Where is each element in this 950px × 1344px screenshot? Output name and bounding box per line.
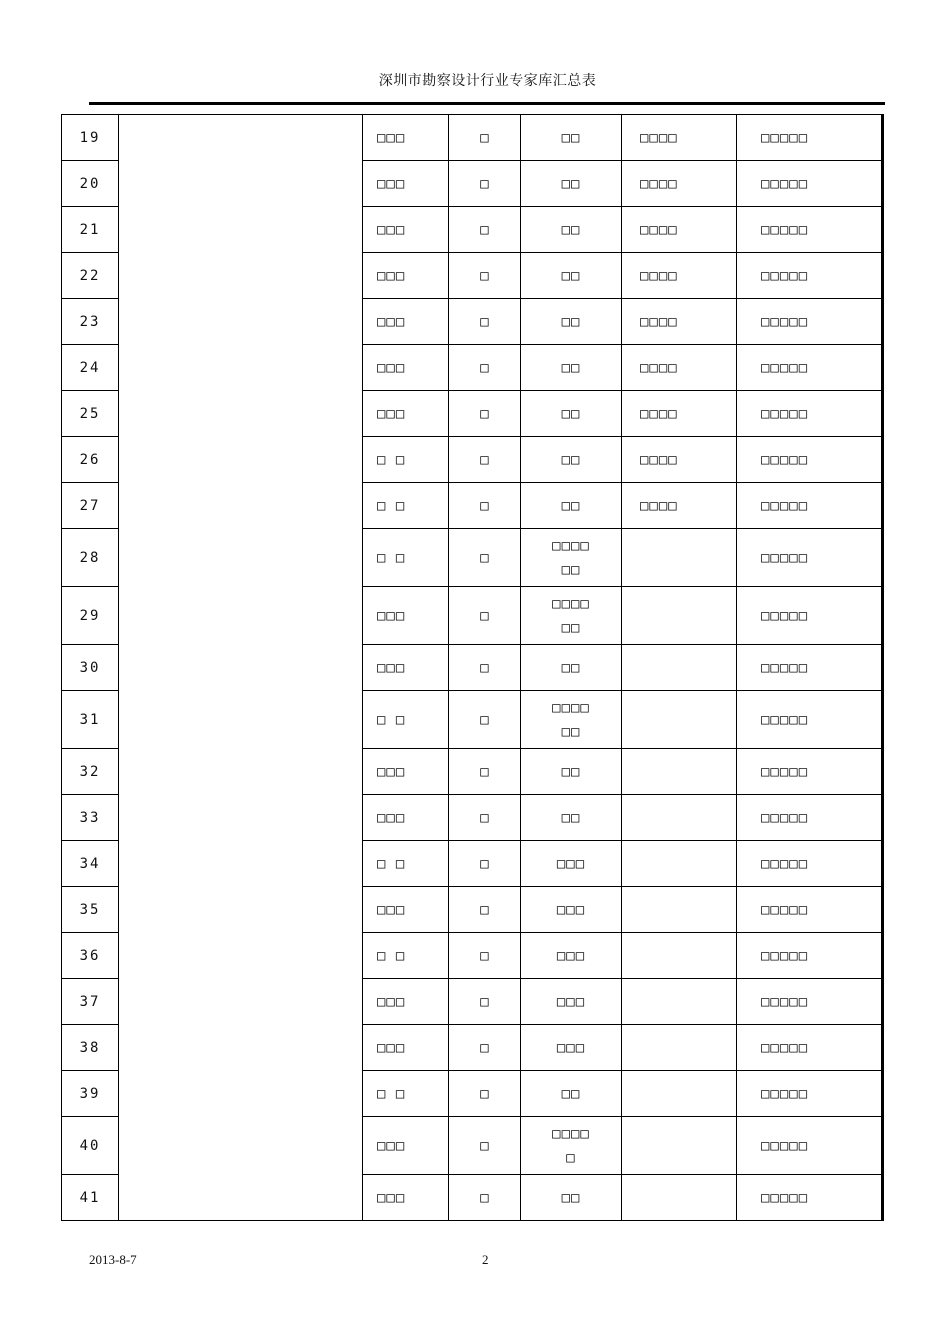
row-number: 30	[62, 645, 119, 691]
expert-gender: □	[449, 207, 521, 253]
expert-gender: □	[449, 887, 521, 933]
row-number: 29	[62, 587, 119, 645]
row-number: 28	[62, 529, 119, 587]
expert-name: □□□	[363, 979, 449, 1025]
expert-degree: □□	[521, 795, 622, 841]
expert-specialty: □□□□□	[737, 437, 883, 483]
expert-title	[622, 749, 737, 795]
expert-specialty: □□□□□	[737, 1117, 883, 1175]
expert-name: □□□	[363, 1117, 449, 1175]
row-number: 24	[62, 345, 119, 391]
expert-gender: □	[449, 483, 521, 529]
expert-title: □□□□	[622, 437, 737, 483]
expert-title	[622, 933, 737, 979]
expert-degree: □□	[521, 749, 622, 795]
expert-name: □□□	[363, 1025, 449, 1071]
expert-gender: □	[449, 749, 521, 795]
expert-title: □□□□	[622, 115, 737, 161]
expert-gender: □	[449, 587, 521, 645]
expert-name: □ □	[363, 933, 449, 979]
expert-specialty: □□□□□	[737, 749, 883, 795]
expert-name: □ □	[363, 437, 449, 483]
row-number: 36	[62, 933, 119, 979]
row-number: 20	[62, 161, 119, 207]
expert-specialty: □□□□□	[737, 207, 883, 253]
expert-name: □□□	[363, 345, 449, 391]
expert-title	[622, 1025, 737, 1071]
expert-degree: □□	[521, 1175, 622, 1221]
expert-name: □□□	[363, 645, 449, 691]
expert-specialty: □□□□□	[737, 115, 883, 161]
expert-title	[622, 529, 737, 587]
expert-title: □□□□	[622, 483, 737, 529]
expert-title	[622, 1117, 737, 1175]
expert-title	[622, 979, 737, 1025]
expert-title	[622, 887, 737, 933]
row-number: 26	[62, 437, 119, 483]
expert-title: □□□□	[622, 161, 737, 207]
expert-specialty: □□□□□	[737, 795, 883, 841]
expert-gender: □	[449, 529, 521, 587]
expert-degree: □□□□ □	[521, 1117, 622, 1175]
expert-gender: □	[449, 345, 521, 391]
expert-gender: □	[449, 645, 521, 691]
expert-gender: □	[449, 437, 521, 483]
row-number: 27	[62, 483, 119, 529]
table-row	[62, 115, 883, 161]
unit-cell	[119, 115, 363, 1221]
expert-name: □ □	[363, 483, 449, 529]
expert-specialty: □□□□□	[737, 691, 883, 749]
expert-degree: □□	[521, 115, 622, 161]
expert-title: □□□□	[622, 299, 737, 345]
expert-name: □ □	[363, 691, 449, 749]
expert-specialty: □□□□□	[737, 1175, 883, 1221]
expert-specialty: □□□□□	[737, 483, 883, 529]
row-number: 38	[62, 1025, 119, 1071]
expert-title	[622, 1175, 737, 1221]
row-number: 21	[62, 207, 119, 253]
expert-name: □□□	[363, 115, 449, 161]
expert-degree: □□□□ □□	[521, 529, 622, 587]
row-number: 34	[62, 841, 119, 887]
row-number: 35	[62, 887, 119, 933]
row-number: 23	[62, 299, 119, 345]
expert-specialty: □□□□□	[737, 1025, 883, 1071]
expert-degree: □□	[521, 299, 622, 345]
row-number: 41	[62, 1175, 119, 1221]
expert-specialty: □□□□□	[737, 1071, 883, 1117]
expert-degree: □□□	[521, 1025, 622, 1071]
expert-gender: □	[449, 115, 521, 161]
row-number: 19	[62, 115, 119, 161]
row-number: 40	[62, 1117, 119, 1175]
footer-page-number: 2	[482, 1252, 489, 1267]
expert-name: □□□	[363, 299, 449, 345]
expert-name: □ □	[363, 529, 449, 587]
row-number: 31	[62, 691, 119, 749]
expert-specialty: □□□□□	[737, 887, 883, 933]
expert-degree: □□	[521, 1071, 622, 1117]
expert-gender: □	[449, 841, 521, 887]
expert-name: □ □	[363, 841, 449, 887]
row-number: 39	[62, 1071, 119, 1117]
expert-name: □□□	[363, 587, 449, 645]
expert-degree: □□□	[521, 979, 622, 1025]
row-number: 32	[62, 749, 119, 795]
row-number: 25	[62, 391, 119, 437]
expert-specialty: □□□□□	[737, 161, 883, 207]
expert-gender: □	[449, 391, 521, 437]
footer-date: 2013-8-7	[89, 1252, 137, 1267]
expert-name: □□□	[363, 749, 449, 795]
expert-title: □□□□	[622, 207, 737, 253]
expert-specialty: □□□□□	[737, 253, 883, 299]
expert-gender: □	[449, 1117, 521, 1175]
row-number: 33	[62, 795, 119, 841]
expert-name: □□□	[363, 795, 449, 841]
expert-gender: □	[449, 1071, 521, 1117]
expert-name: □ □	[363, 1071, 449, 1117]
expert-degree: □□□□ □□	[521, 691, 622, 749]
expert-title	[622, 795, 737, 841]
expert-specialty: □□□□□	[737, 299, 883, 345]
expert-degree: □□□	[521, 841, 622, 887]
expert-title	[622, 841, 737, 887]
expert-title	[622, 1071, 737, 1117]
expert-title: □□□□	[622, 253, 737, 299]
header-rule	[89, 102, 885, 105]
expert-gender: □	[449, 1025, 521, 1071]
expert-gender: □	[449, 979, 521, 1025]
expert-gender: □	[449, 253, 521, 299]
expert-roster-table	[61, 114, 884, 1221]
expert-degree: □□	[521, 161, 622, 207]
expert-degree: □□	[521, 207, 622, 253]
expert-specialty: □□□□□	[737, 529, 883, 587]
expert-degree: □□	[521, 645, 622, 691]
expert-degree: □□□	[521, 933, 622, 979]
expert-degree: □□	[521, 345, 622, 391]
row-number: 37	[62, 979, 119, 1025]
expert-name: □□□	[363, 207, 449, 253]
expert-name: □□□	[363, 1175, 449, 1221]
expert-specialty: □□□□□	[737, 587, 883, 645]
row-number: 22	[62, 253, 119, 299]
expert-specialty: □□□□□	[737, 933, 883, 979]
expert-gender: □	[449, 299, 521, 345]
expert-specialty: □□□□□	[737, 645, 883, 691]
expert-title	[622, 587, 737, 645]
expert-name: □□□	[363, 161, 449, 207]
expert-name: □□□	[363, 887, 449, 933]
expert-name: □□□	[363, 253, 449, 299]
expert-title: □□□□	[622, 391, 737, 437]
expert-degree: □□	[521, 483, 622, 529]
expert-specialty: □□□□□	[737, 391, 883, 437]
expert-specialty: □□□□□	[737, 979, 883, 1025]
page-header-title: 深圳市勘察设计行业专家库汇总表	[378, 73, 597, 89]
expert-gender: □	[449, 161, 521, 207]
expert-specialty: □□□□□	[737, 345, 883, 391]
expert-degree: □□□	[521, 887, 622, 933]
expert-gender: □	[449, 691, 521, 749]
expert-degree: □□	[521, 391, 622, 437]
expert-degree: □□	[521, 437, 622, 483]
expert-title	[622, 691, 737, 749]
expert-specialty: □□□□□	[737, 841, 883, 887]
expert-gender: □	[449, 795, 521, 841]
expert-name: □□□	[363, 391, 449, 437]
expert-degree: □□	[521, 253, 622, 299]
expert-gender: □	[449, 1175, 521, 1221]
expert-gender: □	[449, 933, 521, 979]
expert-degree: □□□□ □□	[521, 587, 622, 645]
expert-title: □□□□	[622, 345, 737, 391]
expert-title	[622, 645, 737, 691]
